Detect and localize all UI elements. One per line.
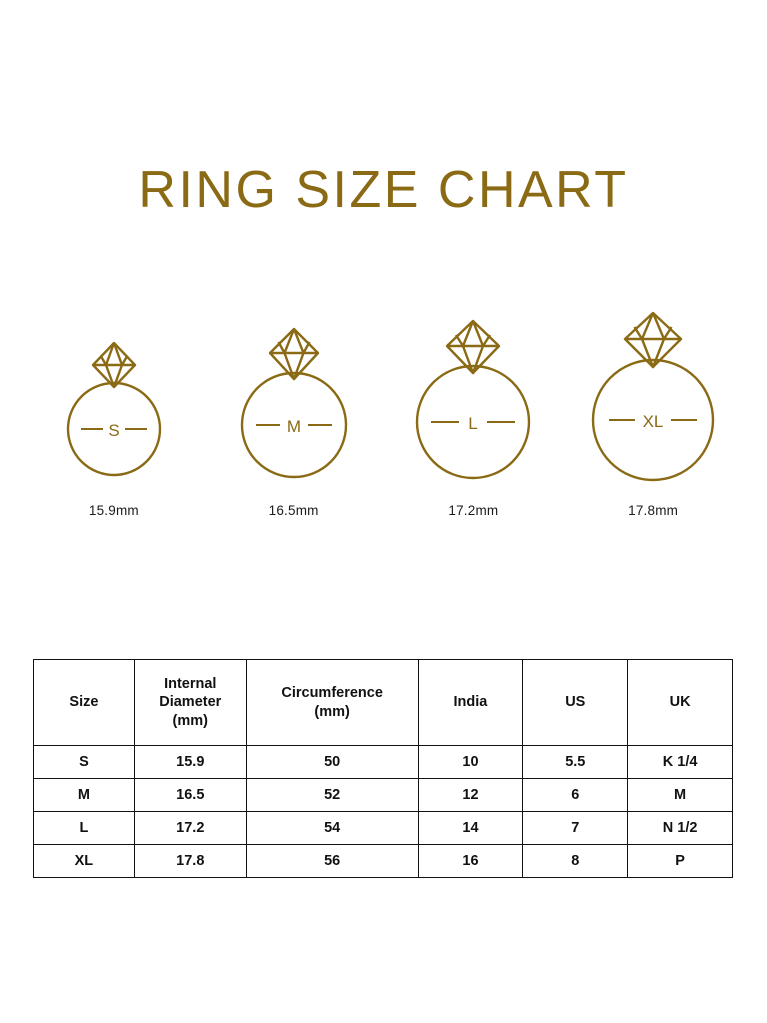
column-header-size: Size [34,660,135,746]
cell-size: L [34,812,135,845]
cell-uk: N 1/2 [628,812,733,845]
cell-diameter: 16.5 [134,779,246,812]
ring-diamond-icon [233,315,355,485]
ring-diameter-label: 17.2mm [448,503,499,518]
table-row [34,845,733,878]
cell-diameter: 17.2 [134,812,246,845]
ring-illustrations-row [0,315,767,518]
cell-india: 14 [418,812,523,845]
cell-india: 12 [418,779,523,812]
table-body [34,746,733,878]
table-row [34,812,733,845]
column-header-uk: UK [628,660,733,746]
column-header-internal-diameter [134,660,246,746]
ring-illustration-s [34,315,194,518]
cell-us: 6 [523,779,628,812]
svg-text:S: S [108,421,120,440]
cell-us: 5.5 [523,746,628,779]
svg-text:L: L [468,414,479,433]
ring-diameter-label: 15.9mm [88,503,139,518]
column-header-internal-diameter-line1: Internal [164,676,217,693]
cell-uk: K 1/4 [628,746,733,779]
table-header-row [34,660,733,746]
ring-diameter-label: 17.8mm [628,503,679,518]
table-row [34,746,733,779]
cell-size: S [34,746,135,779]
column-header-us: US [523,660,628,746]
cell-uk: P [628,845,733,878]
column-header-india: India [418,660,523,746]
cell-diameter: 15.9 [134,746,246,779]
column-header-circumference-line2: (mm) [314,703,350,720]
cell-uk: M [628,779,733,812]
page-title: RING SIZE CHART [138,161,629,219]
cell-circumference: 54 [246,812,418,845]
cell-india: 10 [418,746,523,779]
cell-circumference: 56 [246,845,418,878]
ring-diamond-icon [59,315,169,485]
svg-text:XL: XL [642,412,664,431]
cell-us: 7 [523,812,628,845]
cell-size: M [34,779,135,812]
cell-diameter: 17.8 [134,845,246,878]
column-header-internal-diameter-line3: (mm) [172,712,208,729]
ring-illustration-l [393,315,553,518]
table-header [34,660,733,746]
cell-circumference: 52 [246,779,418,812]
ring-diameter-label: 16.5mm [268,503,319,518]
column-header-circumference-line1: Circumference [281,685,383,702]
ring-diamond-icon [582,315,724,485]
cell-india: 16 [418,845,523,878]
table-row [34,779,733,812]
column-header-internal-diameter-line2: Diameter [159,694,222,711]
ring-illustration-m [214,315,374,518]
column-header-circumference [246,660,418,746]
ring-diamond-icon [407,315,539,485]
ring-illustration-xl [573,315,733,518]
svg-text:M: M [286,417,301,436]
ring-size-table [33,659,733,878]
cell-circumference: 50 [246,746,418,779]
cell-size: XL [34,845,135,878]
cell-us: 8 [523,845,628,878]
